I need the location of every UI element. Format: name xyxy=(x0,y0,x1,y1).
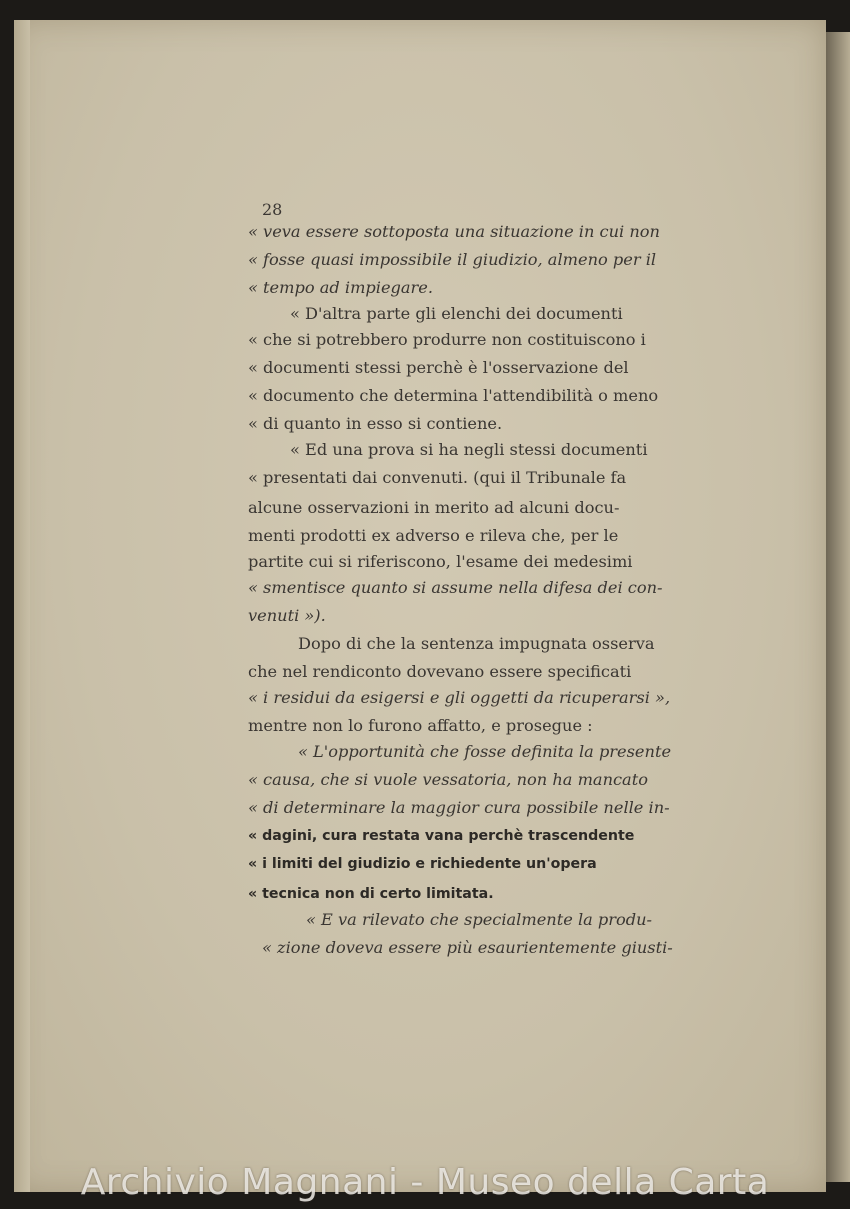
text-line: « fosse quasi impossibile il giudizio, almeno per il xyxy=(248,250,657,269)
text-line: « tempo ad impiegare. xyxy=(248,278,434,297)
text-line: « D'altra parte gli elenchi dei documenti xyxy=(290,304,623,323)
text-line: « E va rilevato che specialmente la produ- xyxy=(306,910,653,929)
next-page-edge xyxy=(826,32,850,1182)
text-line: « i residui da esigersi e gli oggetti da ricuperarsi », xyxy=(248,688,671,707)
text-line: « che si potrebbero produrre non costituiscono i xyxy=(248,330,646,349)
archive-watermark: Archivio Magnani - Museo della Carta xyxy=(80,1162,770,1203)
page-edge xyxy=(14,20,30,1192)
page-number: 28 xyxy=(262,200,283,219)
text-line: che nel rendiconto dovevano essere specificati xyxy=(248,662,632,681)
text-line: alcune osservazioni in merito ad alcuni docu- xyxy=(248,498,620,517)
text-line: « zione doveva essere più esaurientemente giusti- xyxy=(262,938,673,957)
text-line: « veva essere sottoposta una situazione in cui non xyxy=(248,222,660,241)
text-line: « i limiti del giudizio e richiedente un'opera xyxy=(248,856,597,872)
text-line: « L'opportunità che fosse definita la presente xyxy=(298,742,672,761)
text-line: « di determinare la maggior cura possibile nelle in- xyxy=(248,798,670,817)
text-line: « documenti stessi perchè è l'osservazione del xyxy=(248,358,629,377)
text-line: « di quanto in esso si contiene. xyxy=(248,414,503,433)
paper-page xyxy=(14,20,826,1192)
text-line: menti prodotti ex adverso e rileva che, per le xyxy=(248,526,619,545)
text-line: « smentisce quanto si assume nella difesa dei con- xyxy=(248,578,663,597)
text-line: « dagini, cura restata vana perchè trascendente xyxy=(248,828,635,844)
text-line: « presentati dai convenuti. (qui il Tribunale fa xyxy=(248,468,627,487)
text-line: partite cui si riferiscono, l'esame dei medesimi xyxy=(248,552,633,571)
text-line: « causa, che si vuole vessatoria, non ha mancato xyxy=(248,770,648,789)
text-line: mentre non lo furono affatto, e prosegue : xyxy=(248,716,593,735)
text-line: venuti »). xyxy=(248,606,326,625)
text-line: « Ed una prova si ha negli stessi documenti xyxy=(290,440,648,459)
text-line: « tecnica non di certo limitata. xyxy=(248,886,494,902)
text-line: Dopo di che la sentenza impugnata osserva xyxy=(298,634,655,653)
text-line: « documento che determina l'attendibilità o meno xyxy=(248,386,659,405)
